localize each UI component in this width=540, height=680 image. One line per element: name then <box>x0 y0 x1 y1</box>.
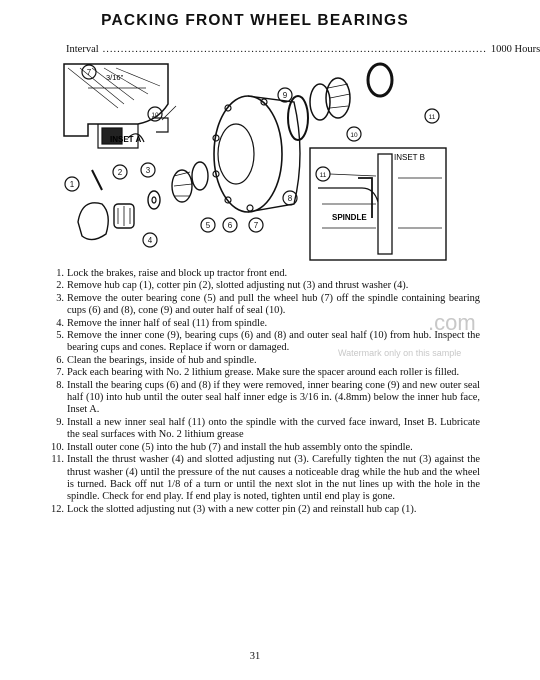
inset-b-detail <box>310 148 446 260</box>
step-item: 9. Install a new inner seal half (11) onto the spindle with the curved face inward, Inset B. Lubricate the seal surfaces with No. 2 lithium grease <box>56 416 480 441</box>
hub-cap <box>78 203 108 240</box>
step-item: 10. Install outer cone (5) into the hub (7) and install the hub assembly onto the spindle. <box>51 441 413 453</box>
step-item: 7. Pack each bearing with No. 2 lithium grease. Make sure the spacer around each roller is filled. <box>56 367 460 379</box>
step-item: 5. Remove the inner cone (9), bearing cups (6) and (8) and outer seal half (10) from hub. Inspect the bearing cups and cones. Replace if worn or damaged. <box>56 330 480 354</box>
outer-bearing-cup <box>192 162 208 190</box>
callout-10: 10 <box>350 132 358 139</box>
cotter-pin <box>92 170 102 190</box>
interval-leader-dots: .......................................................................................................... <box>102 44 487 55</box>
inset-a-label: INSET A <box>110 135 142 144</box>
callout-3: 3 <box>145 166 151 175</box>
callout-5: 5 <box>205 221 211 230</box>
callout-11-inset: 11 <box>319 172 327 179</box>
page-number: 31 <box>249 651 261 662</box>
step-item: 4. Remove the inner half of seal (11) from spindle. <box>56 317 268 329</box>
callout-7: 7 <box>253 221 259 230</box>
interval-label: Interval <box>66 44 99 55</box>
callout-7-inset: 7 <box>86 68 92 77</box>
callout-4: 4 <box>147 236 153 245</box>
step-item: 6. Clean the bearings, inside of hub and spindle. <box>56 354 257 366</box>
callout-6: 6 <box>227 221 233 230</box>
watermark-sub: Watermark only on this sample <box>338 348 462 358</box>
outer-seal-half-ring <box>288 96 308 140</box>
callout-10-inset: 10 <box>151 112 159 119</box>
inset-b-label: INSET B <box>394 153 425 162</box>
callout-9: 9 <box>282 91 288 100</box>
watermark-main: .com <box>428 310 476 335</box>
callout-8: 8 <box>287 194 293 203</box>
step-item: 2. Remove hub cap (1), cotter pin (2), slotted adjusting nut (3) and thrust washer (4). <box>56 280 409 292</box>
interval-value: 1000 Hours <box>490 44 540 55</box>
dimension-label: 3/16" <box>106 73 124 82</box>
step-item: 12. Lock the slotted adjusting nut (3) with a new cotter pin (2) and reinstall hub cap (1). <box>51 503 417 515</box>
step-item: 1. Lock the brakes, raise and block up tractor front end. <box>56 268 288 279</box>
callout-2: 2 <box>117 168 123 177</box>
procedure-steps <box>40 268 480 516</box>
inner-seal-ring <box>368 64 392 96</box>
step-item: 11. Install the thrust washer (4) and slotted adjusting nut (3). Carefully tighten the nut (3) against the thrust washer (4) until the pressure of the nut causes a noticeable drag while the hub and the wheel is turned. Back off nut 1/8 of a turn or until the next slot in the nut lines up with the hole in the spindle. Check for end play. If end play is noted, tighten until end play is gone. <box>51 454 480 503</box>
step-item: 3. Remove the outer bearing cone (5) and pull the wheel hub (7) off the spindle containing bearing cups (6) and (8), cone (9) and outer half of seal (10). <box>56 292 480 317</box>
callout-11: 11 <box>428 114 436 121</box>
step-item: 8. Install the bearing cups (6) and (8) if they were removed, inner bearing cone (9) and new outer seal half (10) into hub until the outer seal half inner edge is 3/16 in. (4.8mm) below the inner hub face, Inset A. <box>56 379 480 416</box>
interval-line <box>66 44 540 55</box>
page-title: PACKING FRONT WHEEL BEARINGS <box>101 12 409 29</box>
wheel-bearing-exploded-diagram <box>58 58 450 264</box>
spindle-label: SPINDLE <box>332 213 367 222</box>
thrust-washer <box>148 191 160 209</box>
callout-1: 1 <box>69 180 75 189</box>
